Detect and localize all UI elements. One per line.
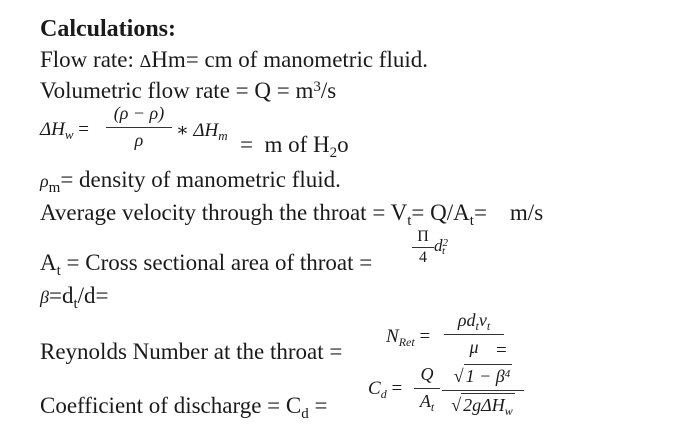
discharge-lhs [368,378,402,400]
head-fraction-denominator: ρ [134,130,144,150]
area-fraction-denominator: 4 [419,249,427,266]
head-times [176,119,228,142]
head-result-text: m of H [264,132,330,157]
head-fraction [106,103,172,151]
head-result-sub: 2 [329,144,338,161]
beta-text: =d [48,283,74,308]
rho-m-text: = density of manometric fluid. [60,167,341,192]
delta-symbol: Δ [139,51,152,71]
area-symbol: A [40,250,57,275]
volumetric-tail: /s [320,78,337,103]
reynolds-text: Reynolds Number at the throat = [40,339,343,364]
reynolds-n: N [386,326,399,347]
discharge-c-sub: d [380,386,387,401]
discharge-sub: d [301,405,309,422]
discharge-root-fraction [442,364,524,416]
discharge-a: A [419,391,431,411]
discharge-root-den-radicand [461,393,515,416]
discharge-line [40,393,328,422]
discharge-root-bar [442,390,524,391]
rho-m-line [40,167,341,196]
reynolds-n-sub: Ret [398,334,415,349]
reynolds-fraction [444,310,504,358]
discharge-root-numerator: √ $1 - \beta^4$ [453,366,511,386]
area-d-sub: t [442,245,446,258]
velocity-text: Average velocity through the throat = V [40,200,408,225]
reynolds-tail: = [496,340,507,361]
rho-sub: m [48,179,61,196]
discharge-text: Coefficient of discharge = C [40,393,302,418]
discharge-a-sub: t [430,399,435,414]
discharge-c: C [368,378,381,399]
volumetric-exponent: 3 [313,79,321,96]
reynolds-num-v: v [478,310,487,330]
head-lhs-symbol: ΔH [40,119,65,140]
area-fraction-numerator: Π [417,228,429,245]
volumetric-flow-line [40,79,336,102]
head-result-tail: o [337,132,349,157]
volumetric-text: Volumetric flow rate = Q = m [40,78,314,103]
head-result [240,132,349,161]
reynolds-fraction-bar [444,334,504,335]
area-d [434,236,448,258]
velocity-mid: = Q/A [411,200,470,225]
discharge-root-num-radicand [464,364,513,387]
reynolds-lhs [386,326,430,348]
calculations-heading: Calculations: [40,16,177,42]
discharge-root-denominator: √ 2gΔH$_w$ [451,395,513,418]
velocity-line [40,200,544,229]
discharge-q-fraction [414,364,440,412]
discharge-root-den-sub: w [504,403,513,418]
area-fraction-bar [412,247,434,248]
head-times-sub: m [218,127,228,143]
discharge-at [414,391,440,412]
area-text: = Cross sectional area of throat = [60,250,378,275]
area-sub: t [56,262,61,279]
discharge-q: Q [420,364,434,384]
reynolds-num-rho-d: ρd [457,310,476,330]
discharge-eq: = [314,393,328,418]
discharge-root-num-text: 1 − β [465,366,505,386]
discharge-root-num-sup: 4 [504,368,511,381]
flow-rate-text: Hm= cm of manometric fluid. [151,47,428,72]
head-eq-sign: = [78,119,90,140]
reynolds-numerator [444,310,504,331]
area-d-symbol: d [434,236,443,255]
beta-tail: /d= [77,283,109,308]
velocity-sub1: t [407,212,412,229]
head-fraction-bar [106,127,172,128]
rho-symbol: ρ [40,171,49,191]
beta-line [40,283,109,312]
velocity-sub2: t [469,212,474,229]
discharge-eq2: = [391,378,403,399]
head-result-eq: = [240,132,253,157]
flow-rate-line [40,48,428,71]
area-fraction [412,228,434,267]
beta-symbol: β [40,287,49,307]
beta-sub: t [73,295,78,312]
head-lhs-sub: w [64,126,74,142]
reynolds-num-v-sub: t [486,318,491,333]
area-d-sup: 2 [442,237,448,250]
velocity-tail: = m/s [473,200,544,225]
reynolds-eq: = [419,326,431,347]
flow-rate-label: Flow rate: [40,47,140,72]
area-line [40,250,378,279]
discharge-q-bar [414,388,440,389]
reynolds-num-d-sub: t [475,318,479,333]
reynolds-denominator: μ [469,337,479,357]
head-fraction-numerator: (ρ − ρ) [113,103,165,123]
head-times-symbol: ∗ ΔH [176,120,219,141]
head-lhs [40,119,89,141]
discharge-root-den-text: 2gΔH [463,395,505,415]
reynolds-line [40,340,342,363]
